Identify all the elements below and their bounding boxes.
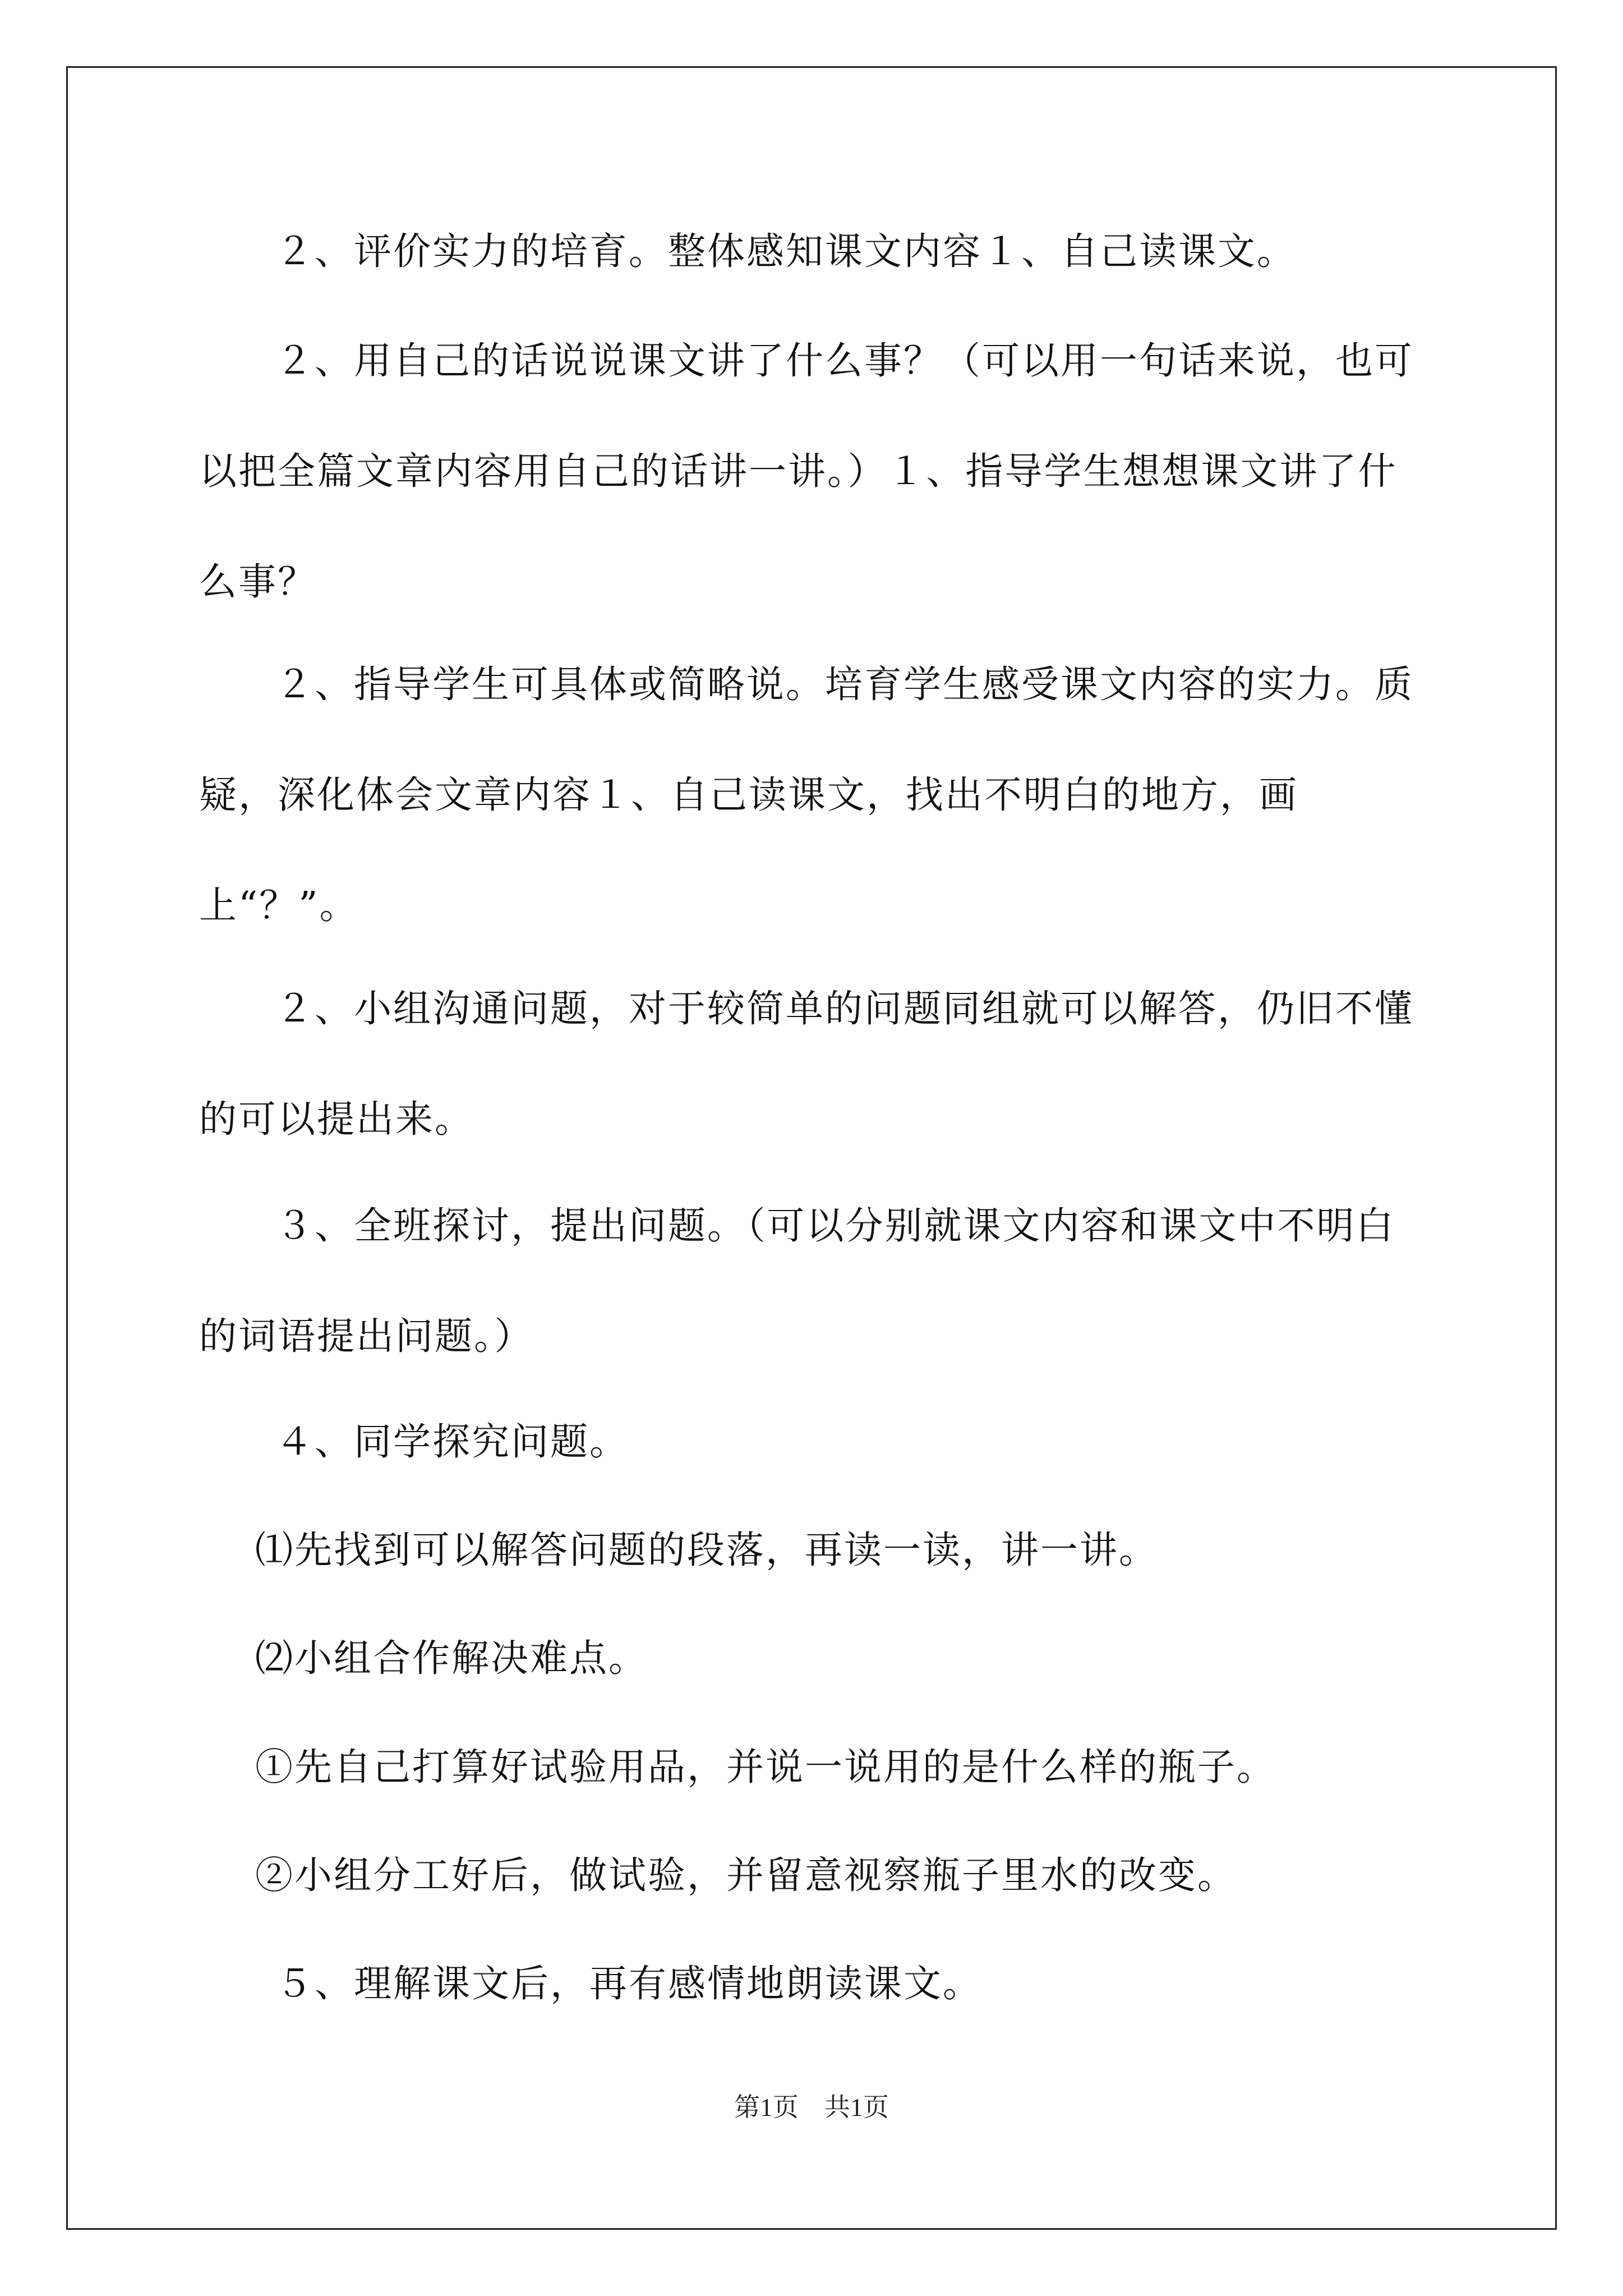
paragraph-9: ①先自己打算好试验用品，并说一说用的是什么样的瓶子。 bbox=[255, 1745, 1276, 1789]
paragraph-11: ５、理解课文后，再有感情地朗读课文。 bbox=[275, 1962, 982, 2005]
paragraph-5: ３、全班探讨，提出问题。（可以分别就课文内容和课文中不明白的词语提出问题。） bbox=[199, 1204, 1395, 1358]
page-number-footer: 第1页 共1页 bbox=[734, 2093, 889, 2122]
paragraph-10: ②小组分工好后，做试验，并留意视察瓶子里水的改变。 bbox=[255, 1853, 1237, 1897]
paragraph-7: ⑴先找到可以解答问题的段落，再读一读，讲一讲。 bbox=[255, 1528, 1158, 1572]
paragraph-6: ４、同学探究问题。 bbox=[275, 1420, 629, 1464]
paragraph-4: ２、小组沟通问题，对于较简单的问题同组就可以解答，仍旧不懂的可以提出来。 bbox=[199, 987, 1414, 1141]
paragraph-3: ２、指导学生可具体或简略说。培育学生感受课文内容的实力。质疑，深化体会文章内容１、自己读课文，找出不明白的地方，画上“？”。 bbox=[199, 662, 1414, 927]
paragraph-1: ２、评价实力的培育。整体感知课文内容１、自己读课文。 bbox=[275, 229, 1296, 273]
paragraph-8: ⑵小组合作解决难点。 bbox=[255, 1636, 648, 1680]
paragraph-2: ２、用自己的话说说课文讲了什么事？（可以用一句话来说，也可以把全篇文章内容用自己的话讲一讲。）１、指导学生想想课文讲了什么事？ bbox=[199, 339, 1414, 604]
